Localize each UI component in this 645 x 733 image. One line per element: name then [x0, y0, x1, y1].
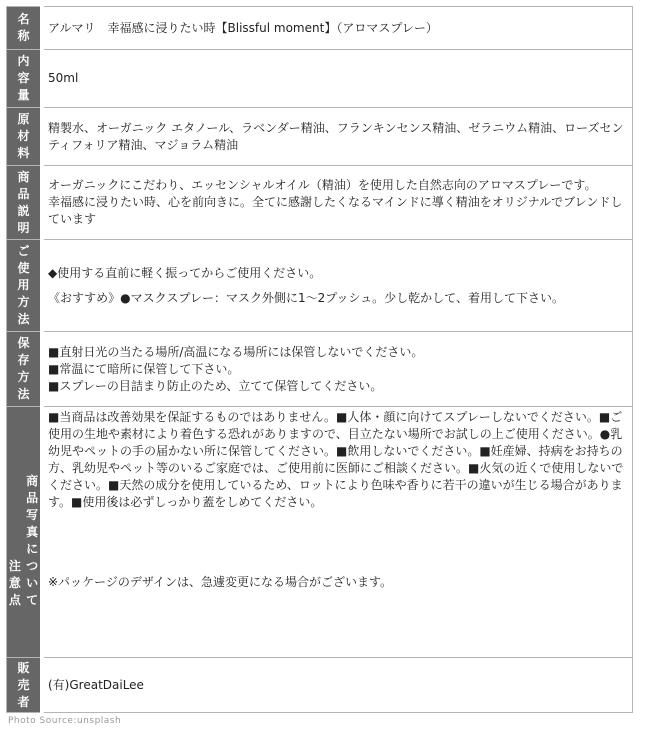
row-label-seller: 販売者: [7, 658, 43, 713]
row-label-name: 名称: [7, 7, 43, 50]
row-label-description: 商品説明: [7, 166, 43, 240]
spec-row-volume: [7, 50, 633, 108]
notes-text: ■当商品は改善効果を保証するものではありません。■人体・顔に向けてスプレーしないでください。■ご使用の生地や素材により着色する恐れがありますので、目立たない場所でお試しの上ご使用ください。●乳幼児やペットの手の届かない所に保管してください。■飲用しないでください。■妊産婦、持病をお持ちの方、乳幼児やペット等のいるご家庭では、ご使用前に医師にご相談ください。■火気の近くで使用しないでください。■天然の成分を使用しているため、ロットにより色味や香りに若干の違いが生じる場合があります。■使用後は必ずしっかり蓋をしめてください。: [48, 410, 624, 509]
spec-row-ingredients: [7, 108, 633, 166]
spec-row-description: [7, 166, 633, 240]
spec-row-usage: [7, 240, 633, 332]
spec-row-notes: [7, 407, 633, 658]
row-value-storage: ■直射日光の当たる場所/高温になる場所には保管しないでください。 ■常温にて暗所に保管して下さい。 ■スプレーの目詰まり防止のため、立てて保管してください。: [42, 332, 633, 407]
notes-label: 注意点: [8, 559, 21, 607]
row-label-storage: 保存方法: [7, 332, 43, 407]
photo-credit: Photo Source:unsplash: [8, 716, 122, 726]
row-label-volume: 内容量: [7, 50, 43, 108]
row-label-ingredients: 原材料: [7, 108, 43, 166]
row-value-name: アルマリ 幸福感に浸りたい時【Blissful moment】（アロマスプレー）: [42, 7, 633, 50]
row-label-usage: ご使用方法: [7, 240, 43, 332]
product-spec-table: [6, 6, 633, 713]
photo-note: ※パッケージのデザインは、急遽変更になる場合がございます。: [48, 575, 393, 589]
spec-row-seller: [7, 658, 633, 713]
spec-row-name: [7, 7, 633, 50]
row-label-notes: [7, 407, 43, 658]
row-value-notes: [42, 407, 633, 658]
row-value-seller: (有)GreatDaiLee: [42, 658, 633, 713]
row-value-description: オーガニックにこだわり、エッセンシャルオイル（精油）を使用した自然志向のアロマスプレーです。 幸福感に浸りたい時、心を前向きに。全てに感謝したくなるマインドに導く精油をオリジナルでブレンドしています: [42, 166, 633, 240]
photo-label: 商品写真について: [26, 474, 39, 607]
row-value-volume: 50ml: [42, 50, 633, 108]
spec-row-storage: [7, 332, 633, 407]
row-value-usage: ◆使用する直前に軽く振ってからご使用ください。 《おすすめ》●マスクスプレー：マスク外側に1～2プッシュ。少し乾かして、着用して下さい。: [42, 240, 633, 332]
row-value-ingredients: 精製水、オーガニック エタノール、ラベンダー精油、フランキンセンス精油、ゼラニウム精油、ローズセンティフォリア精油、マジョラム精油: [42, 108, 633, 166]
